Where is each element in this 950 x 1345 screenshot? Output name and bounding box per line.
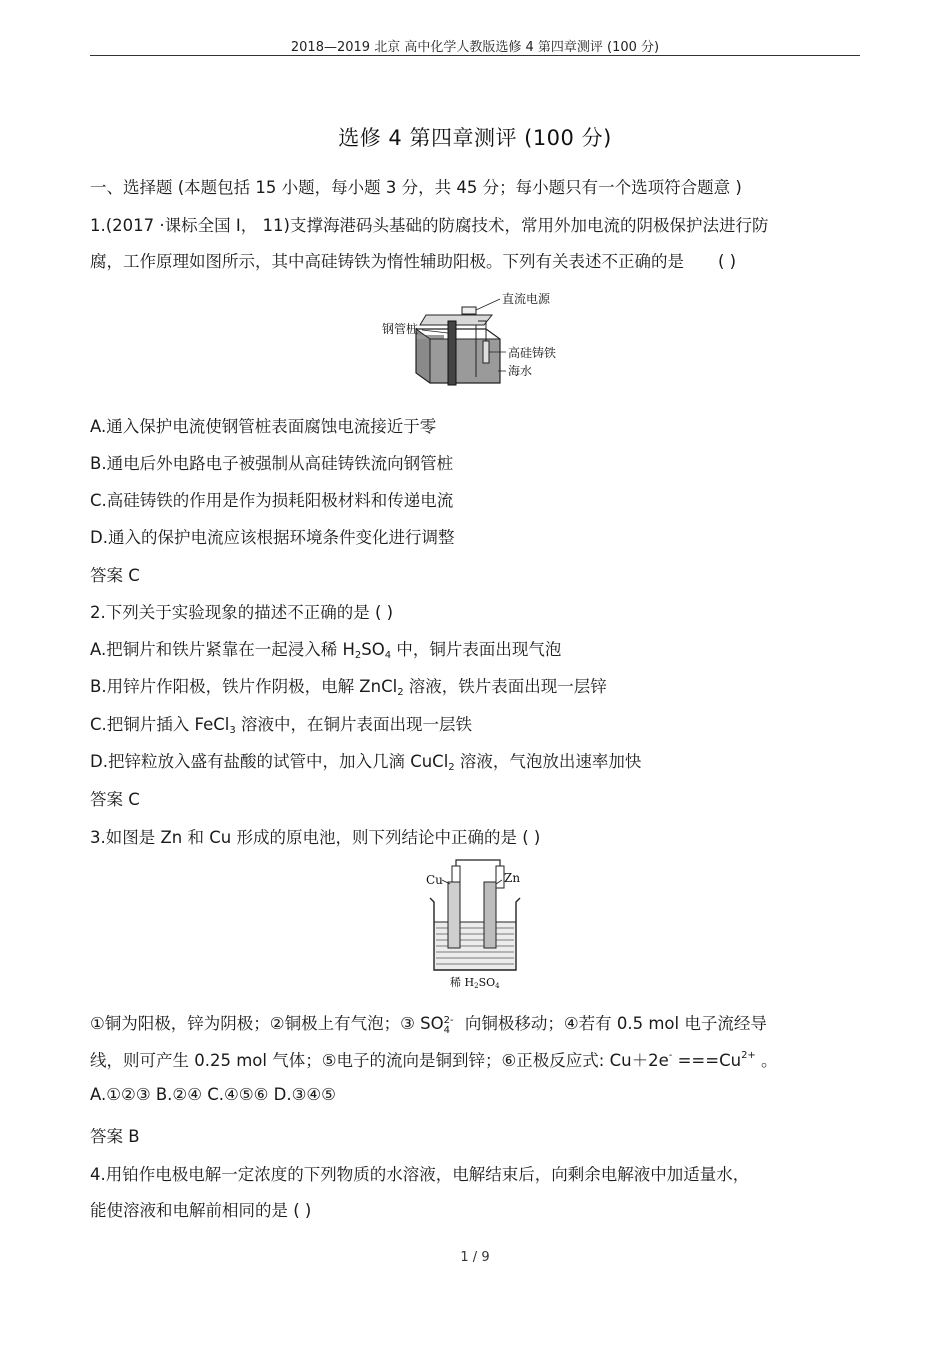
q3-answer: 答案 B bbox=[90, 1127, 140, 1146]
label-pile: 钢管桩 bbox=[382, 322, 419, 336]
label-power: 直流电源 bbox=[502, 292, 551, 306]
document-title: 选修 4 第四章测评 (100 分) bbox=[338, 126, 612, 150]
q1-answer: 答案 C bbox=[90, 566, 140, 585]
label-zn: Zn bbox=[504, 871, 521, 885]
q3-statements-line1: ①铜为阳极，锌为阴极；②铜极上有气泡；③ SO 2- 4 向铜极移动；④若有 0.5 mol 电子流经导 bbox=[90, 1014, 767, 1036]
q1-option-b: B.通电后外电路电子被强制从高硅铸铁流向钢管桩 bbox=[90, 454, 454, 473]
q1-answer-blank: ( ) bbox=[718, 252, 737, 271]
q1-option-a: A.通入保护电流使钢管桩表面腐蚀电流接近于零 bbox=[90, 417, 437, 436]
q1-stem-line2 bbox=[90, 248, 736, 272]
q1-diagram bbox=[380, 285, 580, 395]
header-divider bbox=[90, 55, 860, 56]
q3-options: A.①②③ B.②④ C.④⑤⑥ D.③④⑤ bbox=[90, 1085, 336, 1104]
q2-option-c: C.把铜片插入 FeCl$_3$ 溶液中，在铜片表面出现一层铁 bbox=[90, 715, 472, 736]
q2-answer: 答案 C bbox=[90, 790, 140, 809]
q1-option-c: C.高硅铸铁的作用是作为损耗阳极材料和传递电流 bbox=[90, 491, 454, 510]
label-electrolyte: 稀 H2SO4 bbox=[450, 976, 500, 990]
q2-option-d: D.把锌粒放入盛有盐酸的试管中，加入几滴 CuCl$_2$ 溶液，气泡放出速率加快 bbox=[90, 752, 642, 773]
cu-electrode bbox=[448, 882, 460, 948]
power-source-box bbox=[462, 307, 476, 314]
q1-option-d: D.通入的保护电流应该根据环境条件变化进行调整 bbox=[90, 528, 455, 547]
q1-stem-line1: 1.(2017 ·课标全国 Ⅰ， 11)支撑海港码头基础的防腐技术，常用外加电流的阴极保护法进行防 bbox=[90, 216, 769, 235]
q4-stem-line2: 能使溶液和电解前相同的是 ( ) bbox=[90, 1201, 312, 1220]
q2-option-b: B.用锌片作阳极，铁片作阴极，电解 ZnCl$_2$ 溶液，铁片表面出现一层锌 bbox=[90, 677, 607, 698]
label-cu: Cu bbox=[426, 873, 443, 887]
q3-statements-line2: 线，则可产生 0.25 mol 气体；⑤电子的流向是铜到锌；⑥正极反应式: $Cu+2e^- ===Cu^{2+}$ 。 bbox=[90, 1050, 778, 1070]
q4-stem-line1: 4.用铂作电极电解一定浓度的下列物质的水溶液，电解结束后，向剩余电解液中加适量水， bbox=[90, 1165, 750, 1184]
zn-electrode bbox=[484, 882, 496, 948]
section-heading: 一、选择题 (本题包括 15 小题，每小题 3 分，共 45 分；每小题只有一个选项符合题意 ) bbox=[90, 178, 742, 197]
q3-diagram bbox=[420, 858, 530, 990]
q2-stem: 2.下列关于实验现象的描述不正确的是 ( ) bbox=[90, 603, 394, 622]
label-sea: 海水 bbox=[508, 364, 533, 378]
steel-pile bbox=[448, 321, 456, 385]
external-wire bbox=[456, 860, 500, 866]
silicon-iron-anode bbox=[483, 341, 489, 363]
label-iron: 高硅铸铁 bbox=[508, 346, 557, 360]
q2-option-a: A.把铜片和铁片紧靠在一起浸入稀 $H_2SO_4$ 中，铜片表面出现气泡 bbox=[90, 640, 562, 661]
page-header: 2018—2019 北京 高中化学人教版选修 4 第四章测评 (100 分) bbox=[290, 40, 660, 55]
q3-stem: 3.如图是 Zn 和 Cu 形成的原电池，则下列结论中正确的是 ( ) bbox=[90, 828, 541, 847]
q1-stem-text: 腐，工作原理如图所示，其中高硅铸铁为惰性辅助阳极。下列有关表述不正确的是 bbox=[90, 252, 684, 271]
page-number: 1 / 9 bbox=[460, 1250, 490, 1265]
